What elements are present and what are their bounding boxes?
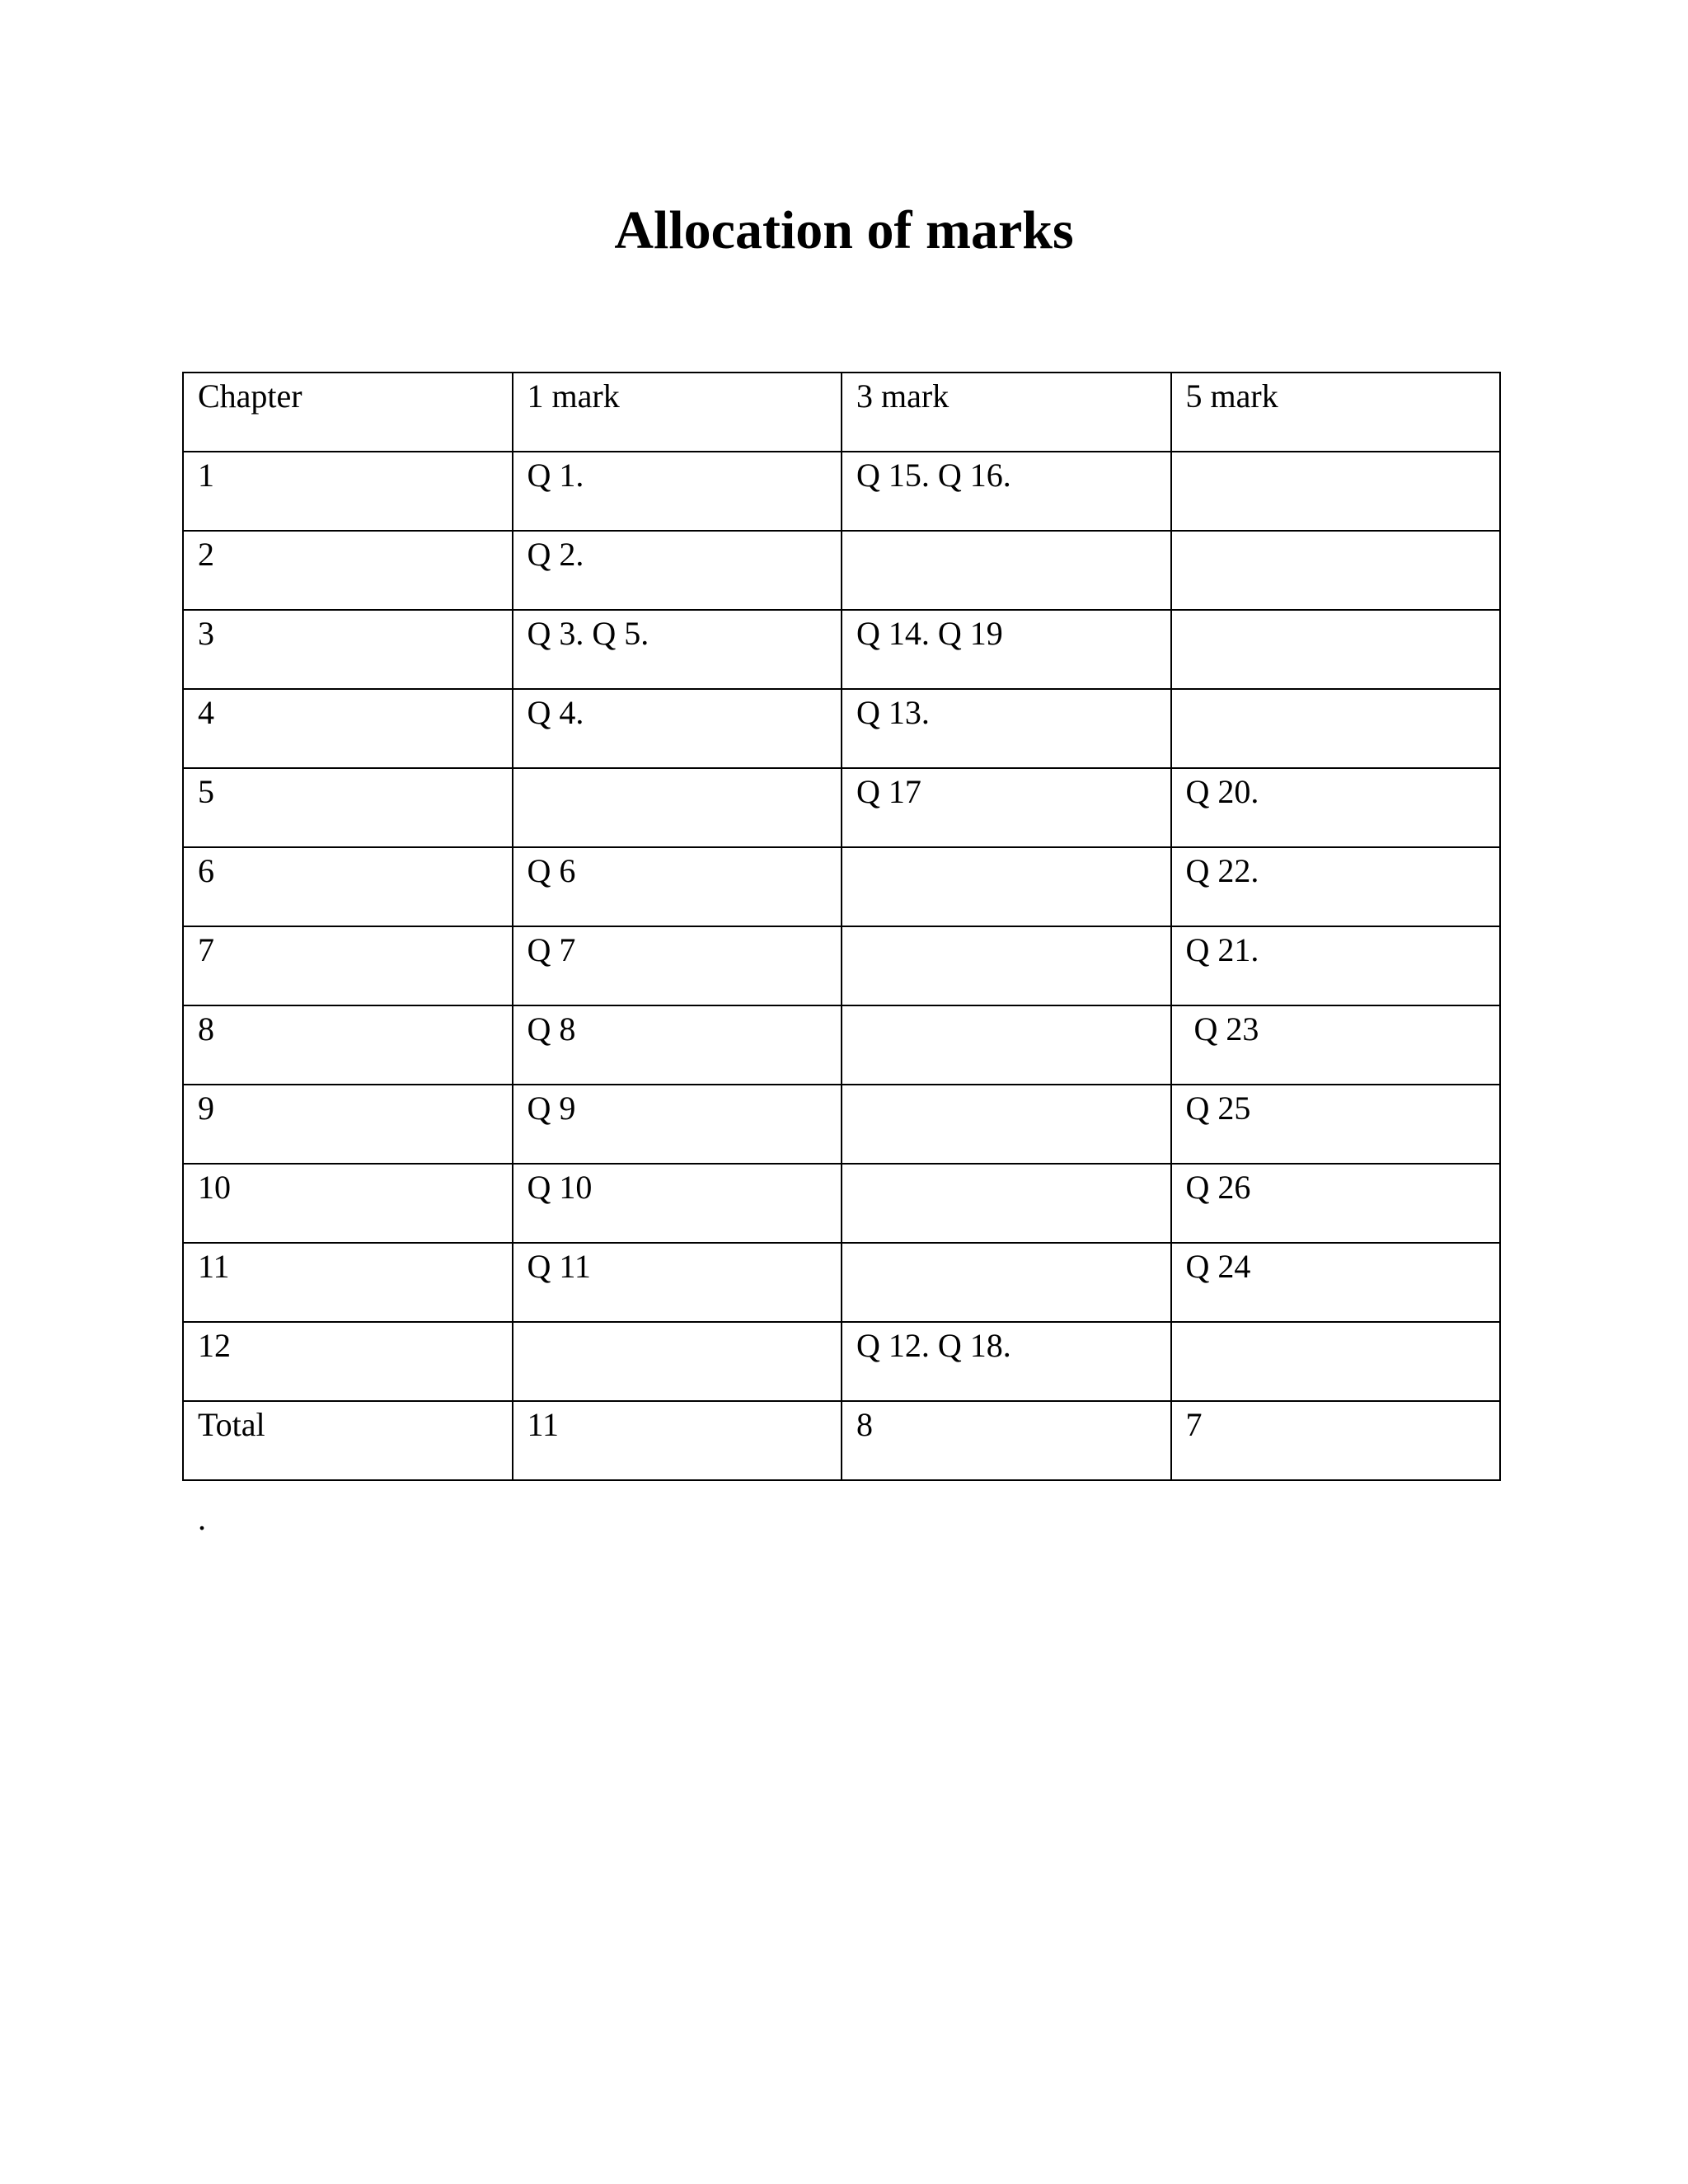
table-row [183,768,1500,847]
cell-text: 11 [198,1248,230,1285]
cell-text: Q 2. [527,536,584,573]
cell-5-mark [1171,1401,1501,1480]
cell-text: Q 9 [527,1090,576,1127]
table-row [183,689,1500,768]
cell-text: Q 14. Q 19 [856,615,1003,652]
cell-text: 10 [198,1169,231,1206]
cell-text: 1 mark [527,377,620,415]
table-row [183,1164,1500,1243]
cell-chapter [183,847,513,926]
cell-1-mark [513,1401,842,1480]
cell-text: Chapter [198,377,302,415]
cell-text: Q 17 [856,773,921,810]
cell-text: 7 [198,931,214,968]
cell-1-mark [513,1322,842,1401]
cell-text: Q 3. Q 5. [527,615,649,652]
cell-chapter [183,1005,513,1085]
cell-text: 8 [856,1406,873,1443]
cell-1-mark [513,1164,842,1243]
cell-5-mark [1171,452,1501,531]
cell-1-mark [513,610,842,689]
cell-1-mark [513,1085,842,1164]
cell-text: Q 23 [1185,1010,1259,1047]
cell-text [856,1085,1170,1088]
table-row [183,1085,1500,1164]
cell-text [856,927,1170,930]
cell-text: Q 22. [1185,852,1259,889]
cell-chapter [183,531,513,610]
cell-3-mark [842,768,1171,847]
cell-text: 1 [198,457,214,494]
cell-text [528,1323,842,1325]
cell-text: Q 1. [527,457,584,494]
cell-1-mark [513,452,842,531]
cell-text: Q 11 [527,1248,591,1285]
cell-3-mark [842,1085,1171,1164]
cell-chapter [183,689,513,768]
header-cell-1-mark [513,373,842,452]
cell-1-mark [513,1243,842,1322]
cell-text: 3 [198,615,214,652]
cell-5-mark [1171,847,1501,926]
cell-1-mark [513,1005,842,1085]
cell-5-mark [1171,531,1501,610]
header-cell-5-mark [1171,373,1501,452]
header-cell-3-mark [842,373,1171,452]
cell-3-mark [842,847,1171,926]
cell-text: 3 mark [856,377,950,415]
cell-chapter [183,1401,513,1480]
cell-text: 5 [198,773,214,810]
table-header-row [183,373,1500,452]
cell-3-mark [842,1164,1171,1243]
cell-chapter [183,1164,513,1243]
cell-text [856,1244,1170,1246]
cell-text: 7 [1185,1406,1203,1443]
table-row [183,531,1500,610]
cell-text: Q 20. [1185,773,1259,810]
header-cell-chapter [183,373,513,452]
table-total-row [183,1401,1500,1480]
cell-text: 5 mark [1185,377,1278,415]
cell-5-mark [1171,689,1501,768]
cell-chapter [183,768,513,847]
cell-1-mark [513,768,842,847]
cell-5-mark [1171,926,1501,1005]
cell-3-mark [842,1005,1171,1085]
cell-3-mark [842,452,1171,531]
cell-text: Q 26 [1185,1169,1251,1206]
cell-1-mark [513,847,842,926]
cell-chapter [183,1085,513,1164]
table-row [183,452,1500,531]
cell-text: Q 10 [527,1169,593,1206]
cell-3-mark [842,610,1171,689]
cell-3-mark [842,531,1171,610]
cell-chapter [183,926,513,1005]
trailing-dot: . [198,1500,206,1537]
cell-chapter [183,1322,513,1401]
cell-5-mark [1171,768,1501,847]
cell-text: Q 4. [527,694,584,731]
cell-3-mark [842,1243,1171,1322]
cell-5-mark [1171,1322,1501,1401]
cell-5-mark [1171,1164,1501,1243]
cell-text [528,769,842,771]
cell-text: 12 [198,1327,231,1364]
cell-5-mark [1171,1005,1501,1085]
table-row [183,1005,1500,1085]
cell-text: 8 [198,1010,214,1047]
cell-text: 9 [198,1090,214,1127]
cell-text [856,532,1170,534]
cell-text: Q 7 [527,931,576,968]
table-row [183,610,1500,689]
cell-text: Q 8 [527,1010,576,1047]
cell-5-mark [1171,1243,1501,1322]
cell-1-mark [513,926,842,1005]
cell-3-mark [842,1401,1171,1480]
cell-text: Q 12. Q 18. [856,1327,1011,1364]
cell-3-mark [842,926,1171,1005]
cell-text: 2 [198,536,214,573]
cell-text: Q 15. Q 16. [856,457,1011,494]
cell-text: Q 13. [856,694,930,731]
table-row [183,1243,1500,1322]
cell-text: Q 21. [1185,931,1259,968]
cell-text: Q 24 [1185,1248,1251,1285]
cell-text [1186,611,1500,613]
cell-text: 4 [198,694,214,731]
cell-chapter [183,452,513,531]
cell-text: Total [198,1406,265,1443]
cell-text: 11 [527,1406,560,1443]
cell-1-mark [513,531,842,610]
cell-text [1186,690,1500,692]
cell-chapter [183,610,513,689]
cell-text: Q 6 [527,852,576,889]
cell-text [856,1165,1170,1167]
cell-text [1186,532,1500,534]
cell-5-mark [1171,1085,1501,1164]
marks-allocation-table [182,372,1501,1481]
cell-3-mark [842,1322,1171,1401]
table-body [183,373,1500,1480]
cell-text [856,848,1170,851]
cell-1-mark [513,689,842,768]
cell-3-mark [842,689,1171,768]
table-row [183,926,1500,1005]
table-row [183,1322,1500,1401]
cell-text [1186,1323,1500,1325]
cell-chapter [183,1243,513,1322]
cell-text: 6 [198,852,214,889]
cell-text: Q 25 [1185,1090,1251,1127]
page-title: Allocation of marks [614,200,1074,260]
cell-5-mark [1171,610,1501,689]
table-row [183,847,1500,926]
cell-text [1186,452,1500,455]
cell-text [856,1006,1170,1009]
